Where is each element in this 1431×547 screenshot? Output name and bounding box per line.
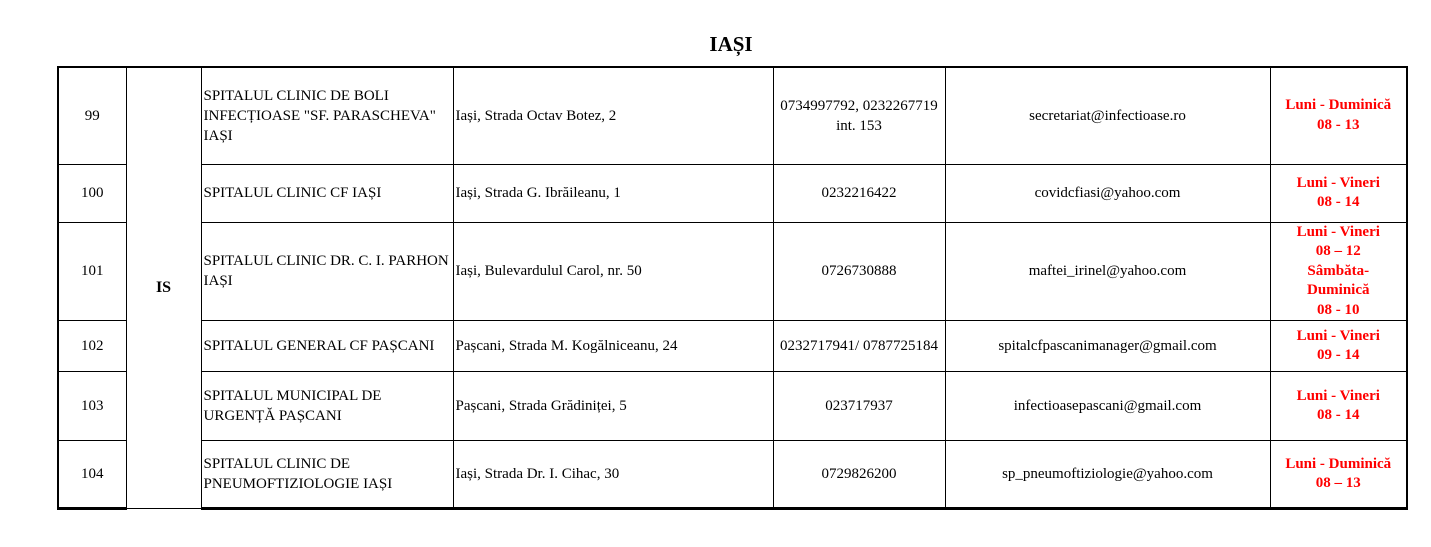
schedule bbox=[1270, 222, 1407, 321]
schedule-line: Luni - Duminică bbox=[1285, 455, 1392, 472]
schedule-line: Sâmbăta- bbox=[1307, 262, 1370, 279]
schedule bbox=[1270, 67, 1407, 164]
schedule-line: 08 - 14 bbox=[1317, 407, 1360, 423]
table-row bbox=[58, 372, 1407, 441]
table-row bbox=[58, 321, 1407, 372]
row-number: 103 bbox=[58, 372, 126, 441]
hospital-name: SPITALUL MUNICIPAL DE URGENȚĂ PAȘCANI bbox=[201, 372, 453, 441]
hospital-name: SPITALUL CLINIC DE PNEUMOFTIZIOLOGIE IAȘI bbox=[201, 441, 453, 509]
hospital-phone: 0232216422 bbox=[773, 164, 945, 222]
schedule bbox=[1270, 164, 1407, 222]
schedule-line: 08 - 14 bbox=[1317, 194, 1360, 210]
row-number: 102 bbox=[58, 321, 126, 372]
hospital-address: Iași, Strada G. Ibrăileanu, 1 bbox=[453, 164, 773, 222]
hospital-email: secretariat@infectioase.ro bbox=[945, 67, 1270, 164]
hospital-address: Iași, Strada Octav Botez, 2 bbox=[453, 67, 773, 164]
hospital-phone: 023717937 bbox=[773, 372, 945, 441]
hospital-name: SPITALUL GENERAL CF PAȘCANI bbox=[201, 321, 453, 372]
schedule-line: Luni - Vineri bbox=[1296, 223, 1380, 240]
hospital-phone: 0232717941/ 0787725184 bbox=[773, 321, 945, 372]
table-row bbox=[58, 222, 1407, 321]
schedule bbox=[1270, 321, 1407, 372]
row-number: 100 bbox=[58, 164, 126, 222]
schedule-line: 08 - 10 bbox=[1317, 301, 1360, 318]
hospital-phone: 0726730888 bbox=[773, 222, 945, 321]
schedule-line: Luni - Vineri bbox=[1296, 174, 1380, 191]
schedule-line: 09 - 14 bbox=[1317, 347, 1360, 363]
row-number: 99 bbox=[58, 67, 126, 164]
schedule-line: 08 – 12 bbox=[1315, 243, 1361, 259]
schedule bbox=[1270, 372, 1407, 441]
schedule bbox=[1270, 441, 1407, 509]
hospital-name: SPITALUL CLINIC DE BOLI INFECȚIOASE "SF. PARASCHEVA" IAȘI bbox=[201, 67, 453, 164]
table-row bbox=[58, 164, 1407, 222]
hospital-address: Pașcani, Strada Grădiniței, 5 bbox=[453, 372, 773, 441]
hospital-email: infectioasepascani@gmail.com bbox=[945, 372, 1270, 441]
hospital-address: Iași, Bulevardulul Carol, nr. 50 bbox=[453, 222, 773, 321]
hospital-address: Iași, Strada Dr. I. Cihac, 30 bbox=[453, 441, 773, 509]
hospital-email: sp_pneumoftiziologie@yahoo.com bbox=[945, 441, 1270, 509]
hospital-name: SPITALUL CLINIC CF IAȘI bbox=[201, 164, 453, 222]
row-number: 101 bbox=[58, 222, 126, 321]
hospital-phone: 0734997792, 0232267719 int. 153 bbox=[773, 67, 945, 164]
schedule-line: 08 – 13 bbox=[1315, 475, 1361, 491]
county-code: IS bbox=[126, 67, 201, 509]
page-title: IAȘI bbox=[709, 32, 753, 56]
hospital-email: covidcfiasi@yahoo.com bbox=[945, 164, 1270, 222]
schedule-line: Luni - Vineri bbox=[1296, 387, 1380, 404]
hospital-name: SPITALUL CLINIC DR. C. I. PARHON IAȘI bbox=[201, 222, 453, 321]
schedule-line: 08 - 13 bbox=[1317, 116, 1360, 133]
hospital-email: spitalcfpascanimanager@gmail.com bbox=[945, 321, 1270, 372]
schedule-line: Luni - Vineri bbox=[1296, 327, 1380, 344]
hospital-address: Pașcani, Strada M. Kogălniceanu, 24 bbox=[453, 321, 773, 372]
hospitals-table bbox=[57, 66, 1408, 510]
hospital-phone: 0729826200 bbox=[773, 441, 945, 509]
schedule-line: Luni - Duminică bbox=[1285, 97, 1392, 114]
schedule-line: Duminică bbox=[1306, 282, 1370, 298]
hospital-email: maftei_irinel@yahoo.com bbox=[945, 222, 1270, 321]
row-number: 104 bbox=[58, 441, 126, 509]
table-row bbox=[58, 441, 1407, 509]
table-row bbox=[58, 67, 1407, 164]
